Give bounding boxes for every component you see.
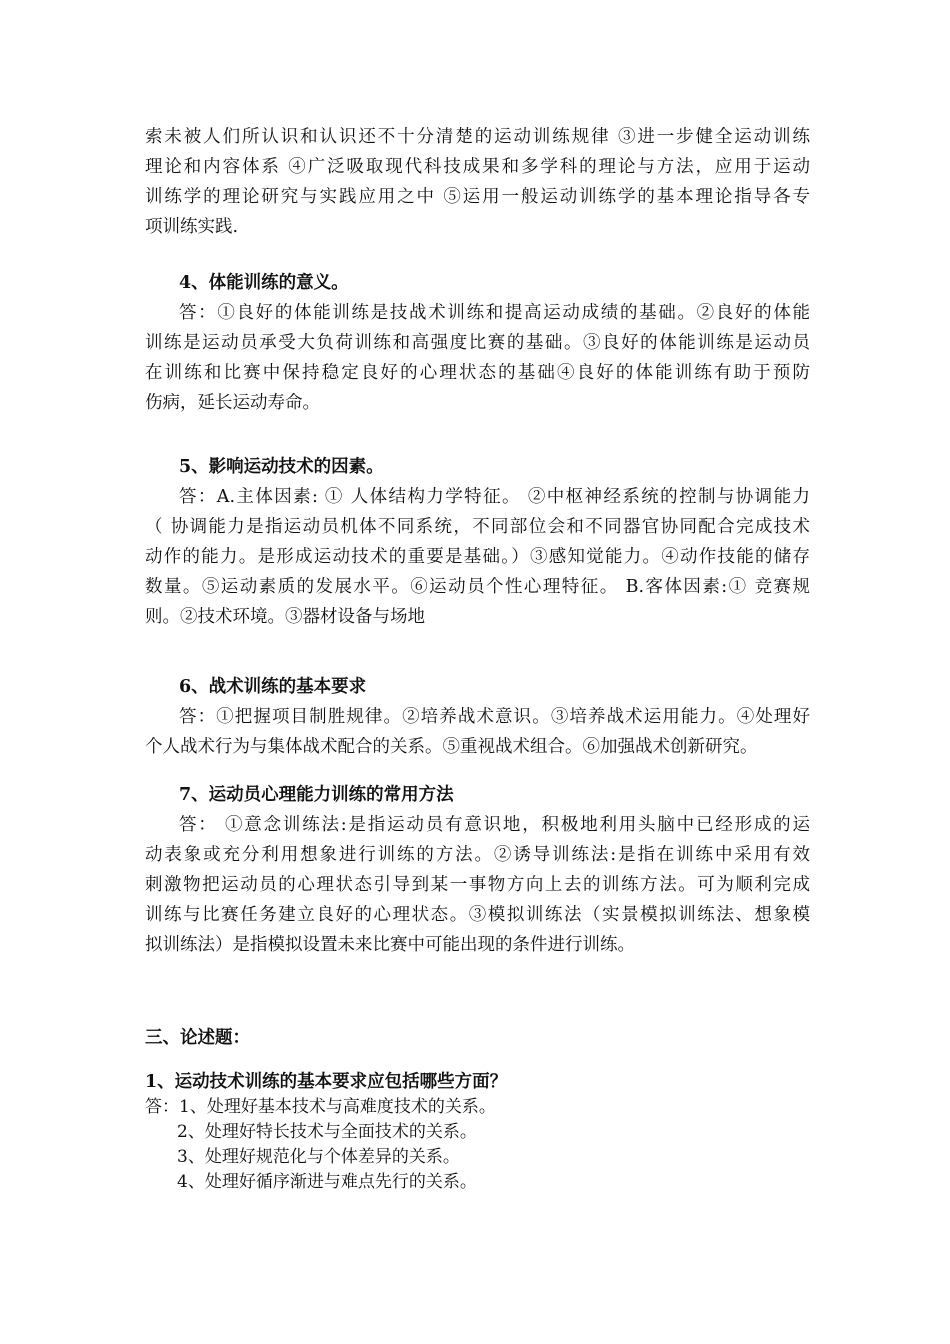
question-heading: 4、体能训练的意义。 (179, 273, 349, 293)
answer-line: 答：①良好的体能训练是技战术训练和提高运动成绩的基础。②良好的体能 (179, 303, 810, 323)
answer-line: 刺激物把运动员的心理状态引导到某一事物方向上去的训练方法。可为顺利完成 (145, 875, 810, 895)
question-5 (145, 452, 810, 632)
essay-answer-line: 2、处理好特长技术与全面技术的关系。 (177, 1122, 477, 1142)
question-7 (145, 780, 810, 960)
essay-answer-line: 4、处理好循序渐进与难点先行的关系。 (177, 1172, 477, 1192)
paragraph-line: 训练学的理论研究与实践应用之中 ⑤运用一般运动训练学的基本理论指导各专 (145, 187, 810, 207)
answer-line: 拟训练法）是指模拟设置未来比赛中可能出现的条件进行训练。 (145, 935, 635, 955)
paragraph-line: 索未被人们所认识和认识还不十分清楚的运动训练规律 ③进一步健全运动训练 (145, 127, 810, 147)
answer-line: 伤病，延长运动寿命。 (145, 393, 320, 413)
answer-line: 数量。⑤运动素质的发展水平。⑥运动员个性心理特征。 B.客体因素:① 竞赛规 (145, 577, 810, 597)
paragraph-line: 理论和内容体系 ④广泛吸取现代科技成果和多学科的理论与方法，应用于运动 (145, 157, 810, 177)
question-6 (145, 672, 810, 762)
answer-line: （ 协调能力是指运动员机体不同系统，不同部位会和不同器官协同配合完成技术 (145, 517, 810, 537)
answer-line: 动表象或充分利用想象进行训练的方法。②诱导训练法:是指在训练中采用有效 (145, 845, 810, 865)
answer-line: 训练与比赛任务建立良好的心理状态。③模拟训练法（实景模拟训练法、想象模 (145, 905, 810, 925)
answer-line: 训练是运动员承受大负荷训练和高强度比赛的基础。③良好的体能训练是运动员 (145, 333, 810, 353)
answer-line: 答：①把握项目制胜规律。②培养战术意识。③培养战术运用能力。④处理好 (179, 707, 810, 727)
paragraph-line: 项训练实践. (145, 217, 239, 237)
essay-question-heading: 1、运动技术训练的基本要求应包括哪些方面？ (145, 1072, 508, 1092)
essay-answer-line: 答：1、处理好基本技术与高难度技术的关系。 (145, 1097, 496, 1117)
answer-line: 动作的能力。是形成运动技术的重要是基础。）③感知觉能力。④动作技能的储存 (145, 547, 810, 567)
section-title: 三、论述题： (145, 1028, 250, 1048)
question-heading: 7、运动员心理能力训练的常用方法 (179, 785, 454, 805)
answer-line: 则。②技术环境。③器材设备与场地 (145, 607, 425, 627)
question-4 (145, 268, 810, 418)
essay-answer-line: 3、处理好规范化与个体差异的关系。 (177, 1147, 460, 1167)
answer-line: 答：A.主体因素: ① 人体结构力学特征。 ②中枢神经系统的控制与协调能力 (179, 487, 810, 507)
answer-line: 答： ①意念训练法:是指运动员有意识地，积极地利用头脑中已经形成的运 (179, 815, 810, 835)
intro-paragraph (145, 122, 810, 242)
answer-line: 个人战术行为与集体战术配合的关系。⑤重视战术组合。⑥加强战术创新研究。 (145, 737, 758, 757)
essay-question-1 (145, 1070, 810, 1195)
question-heading: 5、影响运动技术的因素。 (179, 457, 384, 477)
question-heading: 6、战术训练的基本要求 (179, 677, 367, 697)
answer-line: 在训练和比赛中保持稳定良好的心理状态的基础④良好的体能训练有助于预防 (145, 363, 810, 383)
